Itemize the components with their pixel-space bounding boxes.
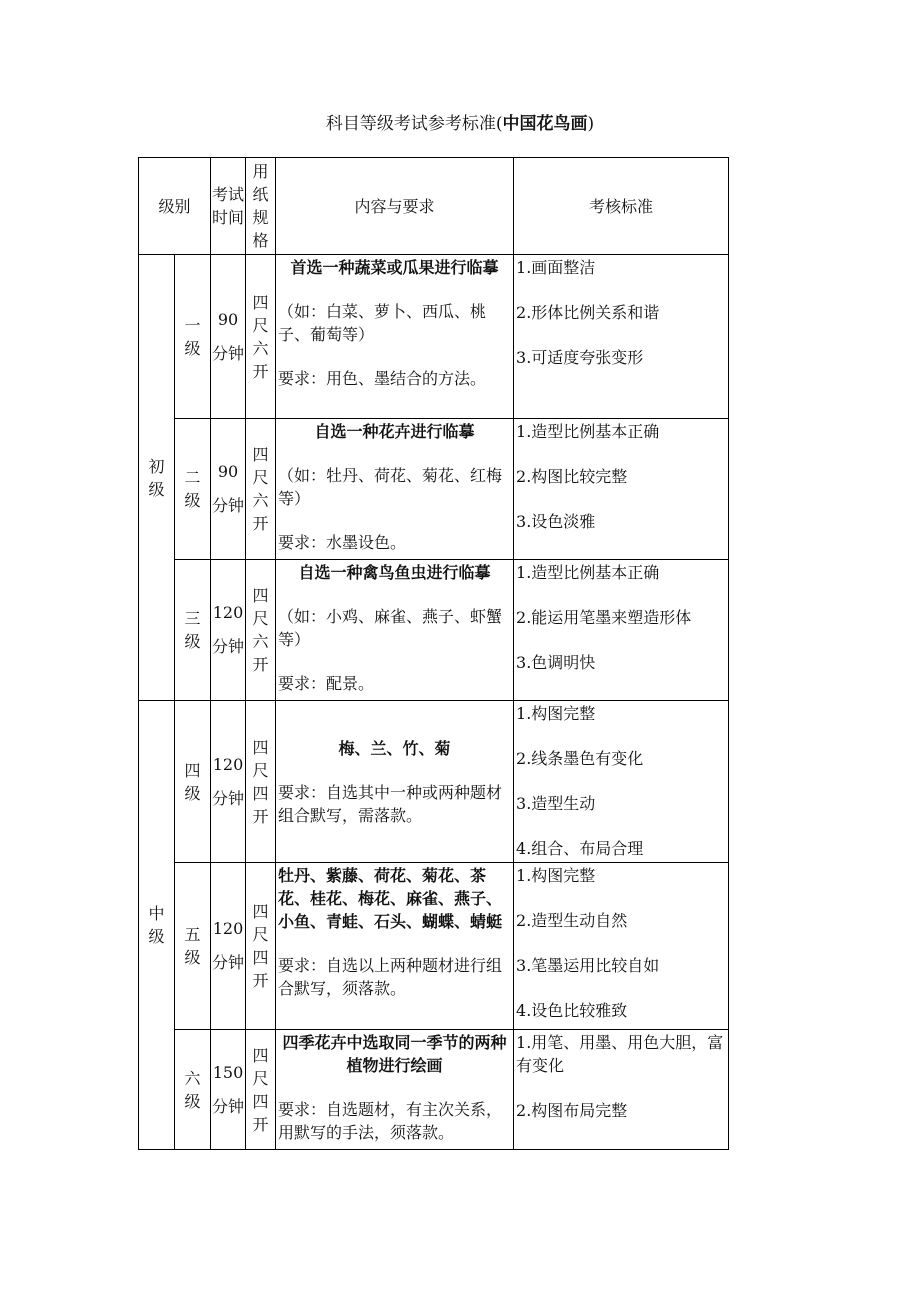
criteria-cell [514, 701, 729, 863]
content-requirement: 要求：自选题材，有主次关系，用默写的手法，须落款。 [278, 1100, 503, 1142]
level-cell: 一级 [175, 255, 211, 419]
paper-cell: 四尺四开 [246, 1030, 276, 1150]
content-title: 自选一种禽鸟鱼虫进行临摹 [298, 563, 491, 582]
table-row [139, 1030, 729, 1150]
time-cell: 90 分钟 [211, 255, 246, 419]
criteria-cell [514, 255, 729, 419]
criteria-item: 1.造型比例基本正确 [516, 563, 660, 582]
content-cell [276, 419, 514, 560]
exam-standards-table [138, 157, 729, 1150]
content-example: （如：小鸡、麻雀、燕子、虾蟹等） [278, 607, 503, 649]
header-criteria: 考核标准 [514, 158, 729, 255]
level-cell: 三级 [175, 560, 211, 701]
time-cell: 120 分钟 [211, 863, 246, 1030]
group-cell: 初级 [139, 255, 175, 701]
content-cell [276, 560, 514, 701]
criteria-item: 1.构图完整 [516, 866, 596, 885]
criteria-item: 3.造型生动 [516, 794, 596, 813]
title-suffix: ) [587, 114, 595, 134]
title-subject: 中国花鸟画 [502, 114, 588, 134]
table-row [139, 863, 729, 1030]
content-example: （如：白菜、萝卜、西瓜、桃子、葡萄等） [278, 302, 487, 344]
criteria-item: 3.色调明快 [516, 653, 596, 672]
header-time: 考试时间 [211, 158, 246, 255]
title-prefix: 科目等级考试参考标准( [325, 114, 503, 134]
criteria-item: 1.构图完整 [516, 704, 596, 723]
header-level: 级别 [139, 158, 211, 255]
content-requirement: 要求：配景。 [278, 674, 375, 693]
criteria-item: 2.构图布局完整 [516, 1101, 628, 1120]
criteria-item: 2.形体比例关系和谐 [516, 303, 660, 322]
level-cell: 二级 [175, 419, 211, 560]
table-row [139, 701, 729, 863]
content-requirement: 要求：水墨设色。 [278, 533, 407, 552]
content-requirement: 要求：自选其中一种或两种题材组合默写，需落款。 [278, 783, 503, 825]
criteria-item: 4.组合、布局合理 [516, 839, 644, 858]
content-example: （如：牡丹、荷花、菊花、红梅等） [278, 466, 503, 508]
page-title [0, 112, 920, 136]
paper-cell: 四尺六开 [246, 419, 276, 560]
paper-cell: 四尺六开 [246, 255, 276, 419]
criteria-item: 3.笔墨运用比较自如 [516, 956, 660, 975]
criteria-item: 2.构图比较完整 [516, 467, 628, 486]
level-cell: 六级 [175, 1030, 211, 1150]
criteria-item: 4.设色比较雅致 [516, 1001, 628, 1020]
criteria-cell [514, 1030, 729, 1150]
time-cell: 90 分钟 [211, 419, 246, 560]
content-title: 四季花卉中选取同一季节的两种植物进行绘画 [282, 1033, 507, 1075]
table-row [139, 419, 729, 560]
content-cell [276, 1030, 514, 1150]
criteria-item: 3.可适度夸张变形 [516, 348, 644, 367]
header-paper: 用纸规格 [246, 158, 276, 255]
time-cell: 120 分钟 [211, 701, 246, 863]
criteria-item: 1.画面整洁 [516, 258, 596, 277]
content-title: 牡丹、紫藤、荷花、菊花、茶花、桂花、梅花、麻雀、燕子、小鱼、青蛙、石头、蝴蝶、蜻蜓 [278, 866, 503, 931]
criteria-item: 2.线条墨色有变化 [516, 749, 644, 768]
content-cell [276, 863, 514, 1030]
paper-cell: 四尺六开 [246, 560, 276, 701]
criteria-item: 1.用笔、用墨、用色大胆，富有变化 [516, 1033, 724, 1075]
level-cell: 四级 [175, 701, 211, 863]
table-row [139, 255, 729, 419]
time-cell: 120 分钟 [211, 560, 246, 701]
header-row [139, 158, 729, 255]
level-cell: 五级 [175, 863, 211, 1030]
content-cell [276, 701, 514, 863]
paper-cell: 四尺四开 [246, 701, 276, 863]
time-cell: 150 分钟 [211, 1030, 246, 1150]
criteria-item: 1.造型比例基本正确 [516, 422, 660, 441]
criteria-cell [514, 863, 729, 1030]
group-cell: 中级 [139, 701, 175, 1150]
content-cell [276, 255, 514, 419]
criteria-cell [514, 419, 729, 560]
content-requirement: 要求：用色、墨结合的方法。 [278, 369, 487, 388]
table-row [139, 560, 729, 701]
content-requirement: 要求：自选以上两种题材进行组合默写，须落款。 [278, 956, 503, 998]
header-content: 内容与要求 [276, 158, 514, 255]
criteria-cell [514, 560, 729, 701]
content-title: 梅、兰、竹、菊 [338, 739, 451, 758]
criteria-item: 2.能运用笔墨来塑造形体 [516, 608, 692, 627]
content-title: 自选一种花卉进行临摹 [314, 422, 475, 441]
paper-cell: 四尺四开 [246, 863, 276, 1030]
criteria-item: 3.设色淡雅 [516, 512, 596, 531]
content-title: 首选一种蔬菜或瓜果进行临摹 [290, 258, 499, 277]
criteria-item: 2.造型生动自然 [516, 911, 628, 930]
